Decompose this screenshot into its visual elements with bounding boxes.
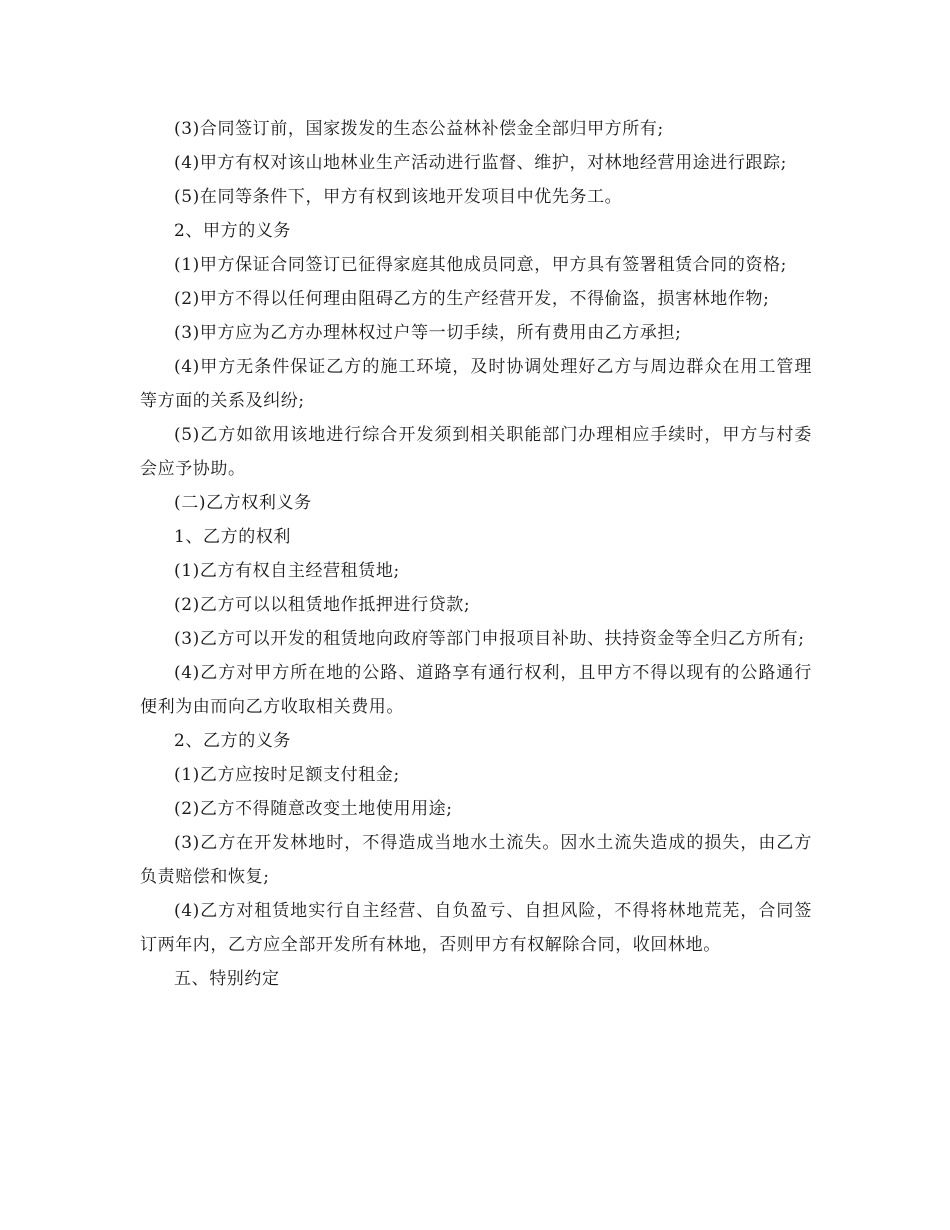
section-heading: (二)乙方权利义务 — [174, 493, 312, 513]
section-heading: 1、乙方的权利 — [174, 527, 292, 547]
paragraph: (2)甲方不得以任何理由阻碍乙方的生产经营开发，不得偷盗，损害林地作物; — [174, 289, 770, 309]
paragraph: (2)乙方可以以租赁地作抵押进行贷款; — [174, 595, 471, 615]
paragraph: (3)合同签订前，国家拨发的生态公益林补偿金全部归甲方所有; — [174, 119, 664, 139]
paragraph: (1)甲方保证合同签订已征得家庭其他成员同意，甲方具有签署租赁合同的资格; — [174, 255, 788, 275]
paragraph: (3)乙方在开发林地时，不得造成当地水土流失。因水土流失造成的损失，由乙方负责赔偿和恢复; — [140, 833, 812, 887]
section-heading: 2、乙方的义务 — [174, 731, 292, 751]
paragraph: (1)乙方有权自主经营租赁地; — [174, 561, 400, 581]
section-heading: 五、特别约定 — [174, 969, 280, 989]
paragraph: (4)乙方对租赁地实行自主经营、自负盈亏、自担风险，不得将林地荒芜，合同签订两年内，乙方应全部开发所有林地，否则甲方有权解除合同，收回林地。 — [140, 901, 812, 955]
document-body — [140, 112, 812, 996]
paragraph: (1)乙方应按时足额支付租金; — [174, 765, 400, 785]
paragraph: (4)甲方无条件保证乙方的施工环境，及时协调处理好乙方与周边群众在用工管理等方面的关系及纠纷; — [140, 357, 812, 411]
paragraph: (4)乙方对甲方所在地的公路、道路享有通行权利，且甲方不得以现有的公路通行便利为由而向乙方收取相关费用。 — [140, 663, 812, 717]
paragraph: (2)乙方不得随意改变土地使用用途; — [174, 799, 453, 819]
paragraph: (3)甲方应为乙方办理林权过户等一切手续，所有费用由乙方承担; — [174, 323, 682, 343]
paragraph: (5)在同等条件下，甲方有权到该地开发项目中优先务工。 — [174, 187, 623, 207]
paragraph: (5)乙方如欲用该地进行综合开发须到相关职能部门办理相应手续时，甲方与村委会应予协助。 — [140, 425, 812, 479]
section-heading: 2、甲方的义务 — [174, 221, 292, 241]
paragraph: (4)甲方有权对该山地林业生产活动进行监督、维护，对林地经营用途进行跟踪; — [174, 153, 788, 173]
paragraph: (3)乙方可以开发的租赁地向政府等部门申报项目补助、扶持资金等全归乙方所有; — [174, 629, 805, 649]
